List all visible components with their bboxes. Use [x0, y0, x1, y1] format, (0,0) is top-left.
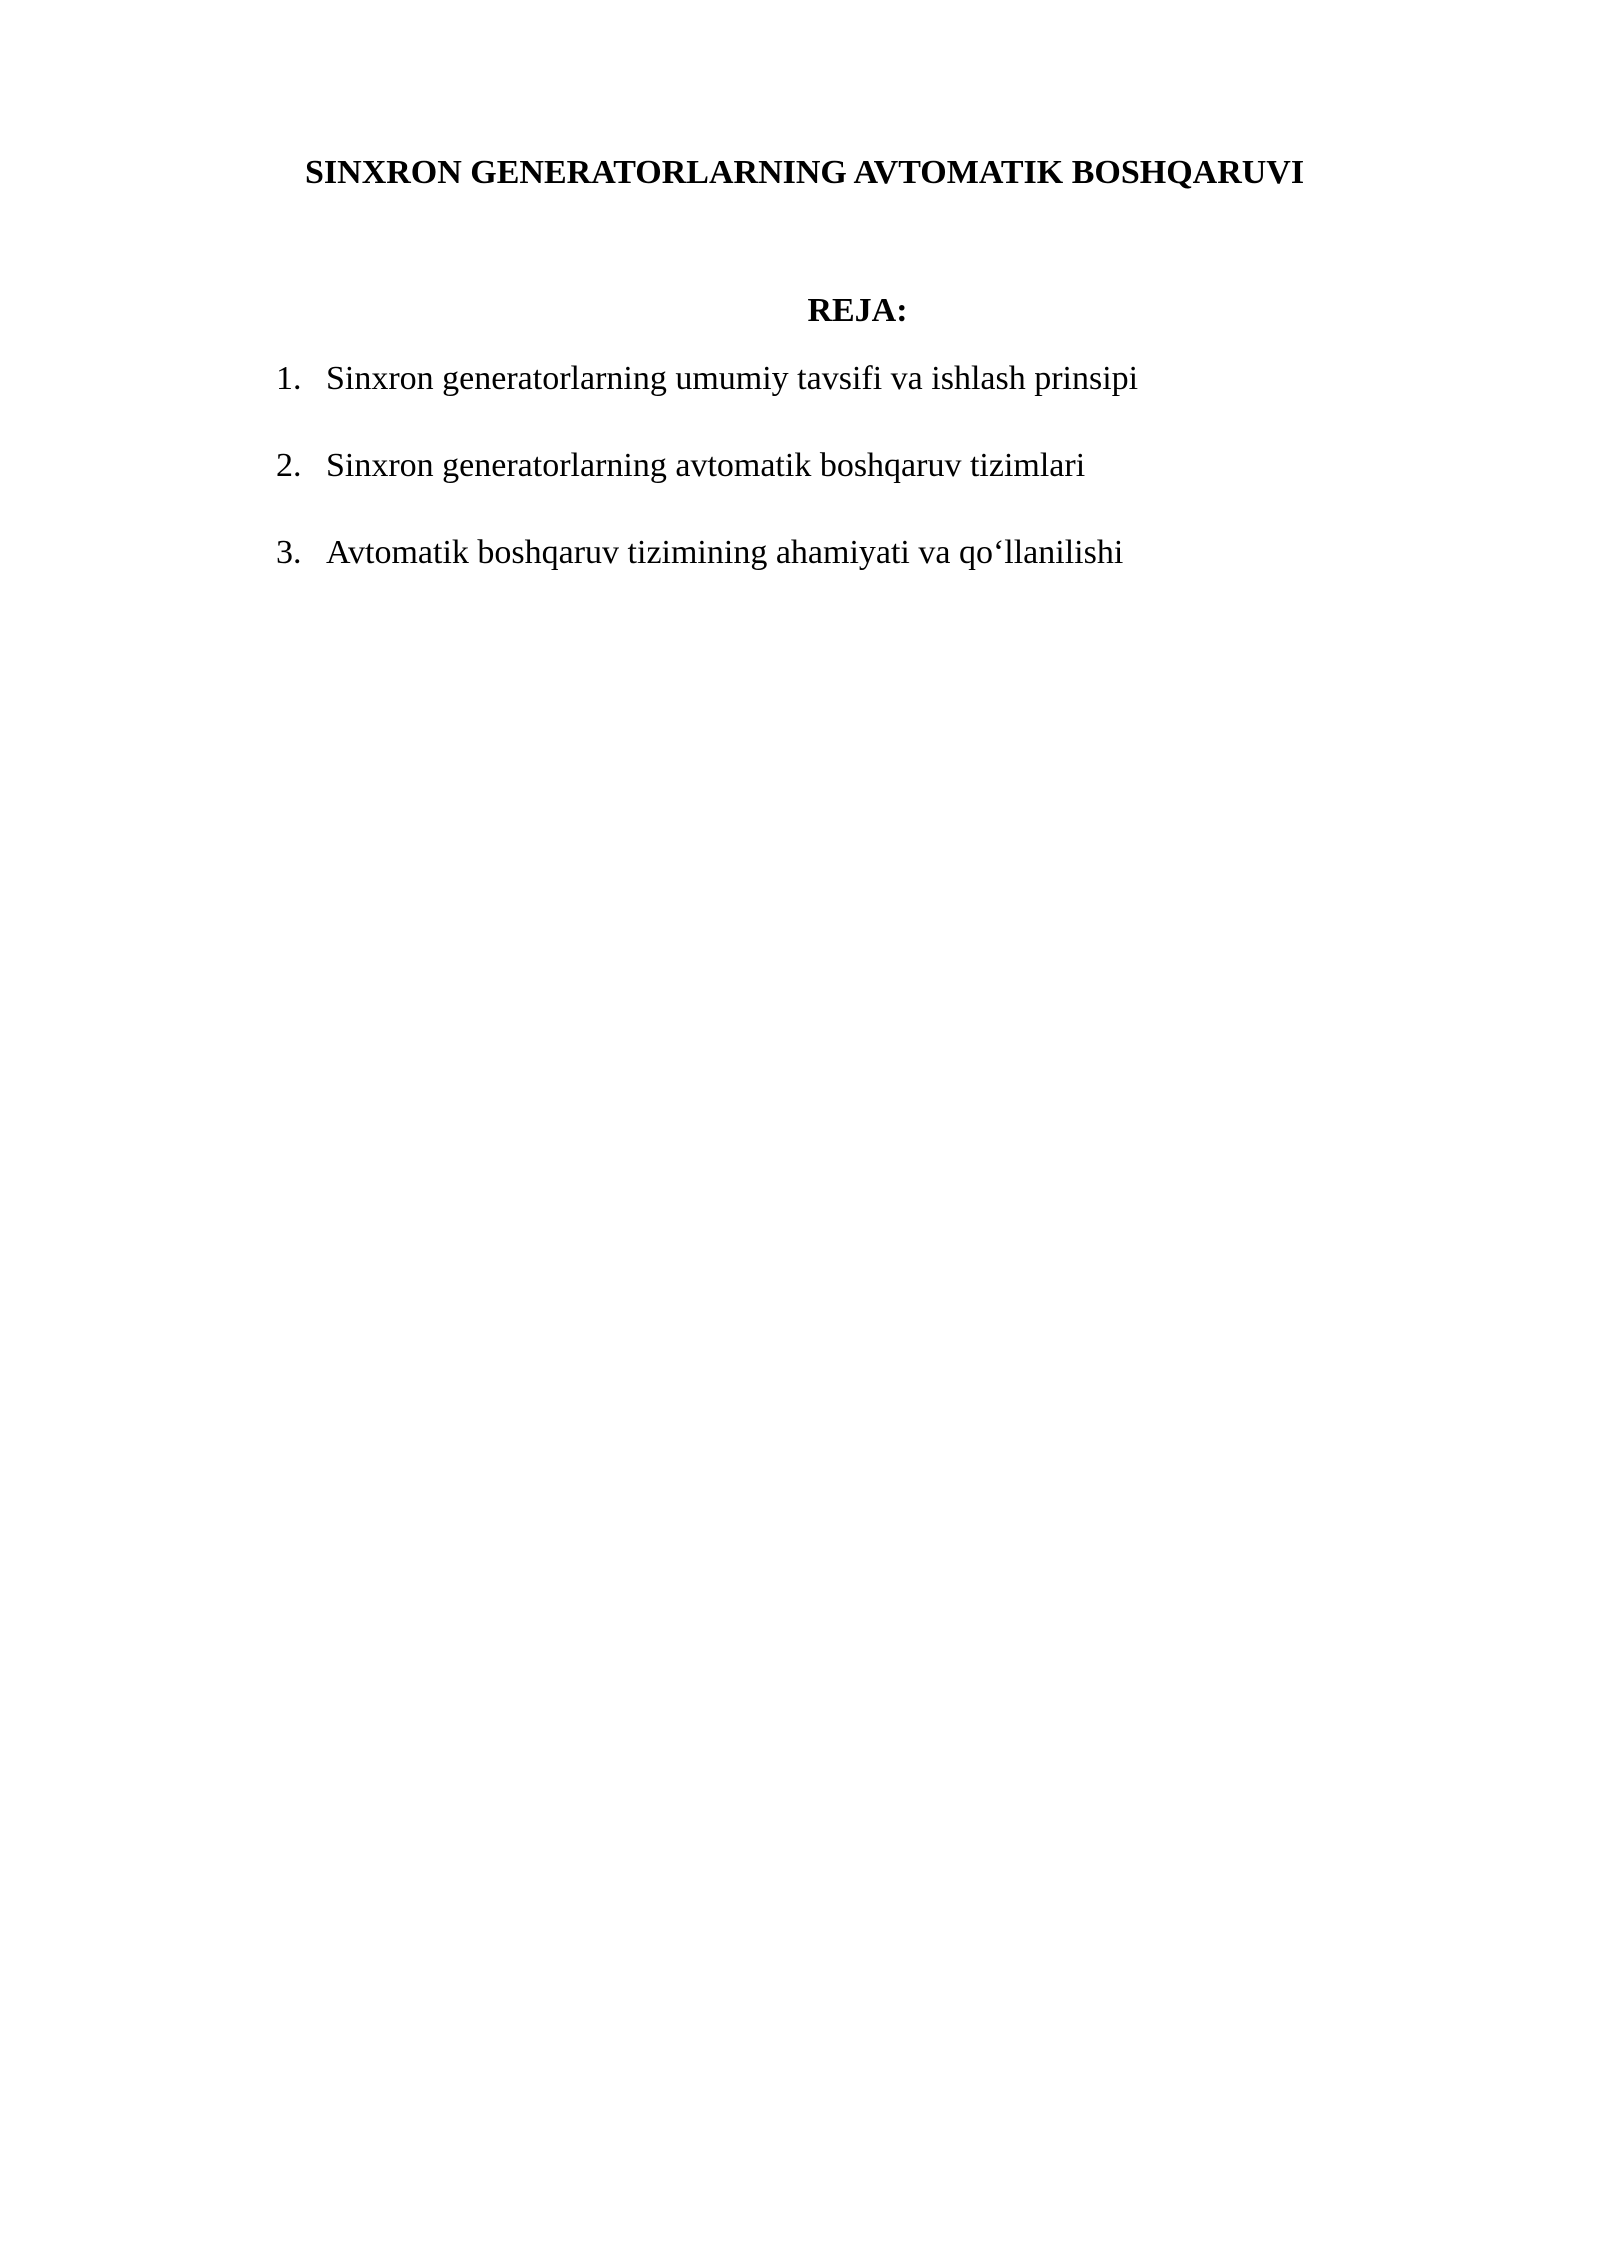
plan-item-1: [276, 356, 1376, 402]
plan-item-number: 3.: [276, 534, 302, 571]
plan-heading: REJA:: [807, 292, 908, 329]
plan-item-text: Sinxron generatorlarning avtomatik boshqaruv tizimlari: [326, 447, 1086, 484]
plan-item-2: [276, 443, 1376, 489]
plan-item-number: 1.: [276, 360, 302, 397]
plan-item-number: 2.: [276, 447, 302, 484]
document-title: SINXRON GENERATORLARNING AVTOMATIK BOSHQARUVI: [305, 154, 1305, 191]
plan-item-text: Sinxron generatorlarning umumiy tavsifi va ishlash prinsipi: [326, 360, 1139, 397]
plan-list: [276, 356, 1376, 617]
plan-item-3: [276, 530, 1376, 576]
plan-item-text: Avtomatik boshqaruv tizimining ahamiyati va qo‘llanilishi: [326, 534, 1124, 571]
